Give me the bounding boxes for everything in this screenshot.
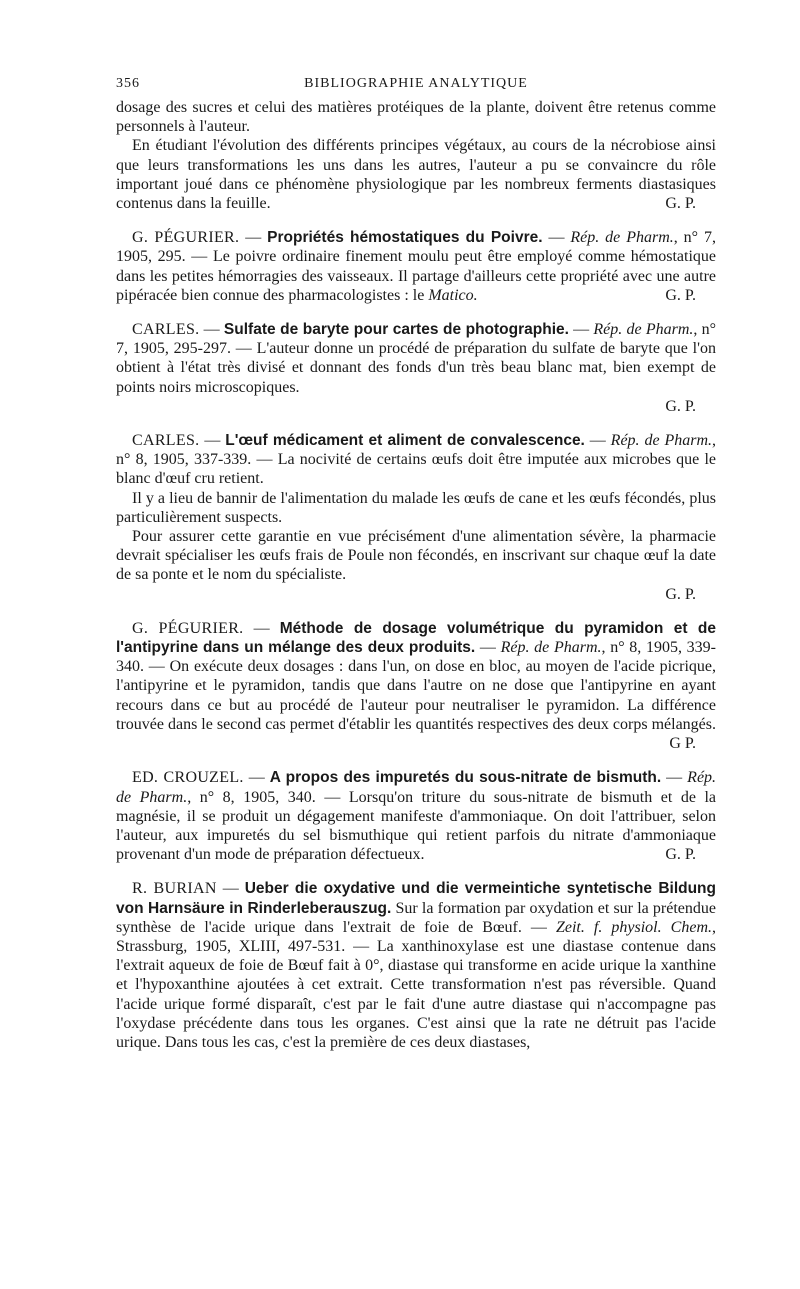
entry-reference: , n° 8, 1905, 337-339. (116, 432, 716, 469)
entry-pegurier-pyramidon: G. PÉGURIER. — Méthode de dosage volumétrique du pyramidon et de l'antipyrine dans un mélange des deux produits. — Rép. de Pharm., n° 8, 1905, 339-340. — On exécute deux dosages : dans l'un, on dose en bloc, au moyen de l'acide picrique, l'antipyrine et le pyramidon, tandis que dans l'autre on ne dose que l'antipyrine en ayant recours dans ce but au procédé de l'auteur pour neutraliser le pyramidon. La différence trouvée dans le second cas permet d'établir les quantités respectives des deux corps mélangés. G P. (116, 619, 717, 753)
entry-journal: Zeit. f. physiol. Chem. (555, 918, 713, 936)
entry-body: La xanthinoxylase est une diastase contenue dans l'extrait aqueux de foie de Bœuf fait à 0°, diastase qui transforme en acide urique la xanthine et l'hypoxanthine ajoutées à cet extrait. Cette transformation n'est pas réversible. Quand l'acide urique formé disparaît, c'est par le fait d'une autre diastase qui n'accompagne pas l'oxydase précédente dans tous les organes. C'est ainsi que la rate ne détruit pas l'acide urique. Dans tous les cas, c'est la première de ces deux diastases, (116, 937, 717, 1051)
entry-author: G. PÉGURIER. (132, 229, 240, 247)
entry-pegurier-poivre: G. PÉGURIER. — Propriétés hémostatiques du Poivre. — Rép. de Pharm., n° 7, 1905, 295. — Le poivre ordinaire finement moulu peut être employé comme hémostatique dans les petites hémorragies des vaisseaux. Il partage d'ailleurs cette propriété avec une autre pipéracée bien connue des pharmacologistes : le Matico. G. P. (116, 229, 717, 304)
entry-reference: , n° 8, 1905, 340. (187, 788, 316, 806)
signature: G. P. (665, 195, 696, 213)
entry-carles-baryte: CARLES. — Sulfate de baryte pour cartes de photographie. — Rép. de Pharm., n° 7, 1905, 295-297. — L'auteur donne un procédé de préparation du sulfate de baryte que l'on obtient à l'état très divisé et donnant des fonds d'un très beau blanc mat, bien exempt de points noirs microscopiques. G. P. (116, 321, 717, 415)
entry-paragraph: Pour assurer cette garantie en vue précisément d'une alimentation sévère, la pharmacie devrait spécialiser les œufs frais de Poule non fécondés, en inscrivant sur chaque œuf la date de sa ponte et le nom du spécialiste. (116, 528, 716, 584)
intro-paragraph-2: En étudiant l'évolution des différents principes végétaux, au cours de la nécrobiose ainsi que leurs transformations les uns dans les autres, l'auteur a pu se convaincre du rôle important joué dans ce phénomène physiologique par les nombreux ferments diastasiques contenus dans la feuille. G. P. (116, 137, 716, 213)
entry-body: L'auteur donne un procédé de préparation du sulfate de baryte que l'on obtient à l'état très divisé et donnant des fonds d'un très beau blanc mat, bien exempt de points noirs microscopiques. (116, 340, 716, 396)
signature: G. P. (665, 286, 696, 304)
entry-reference: , n° 7, 1905, 295-297. (116, 321, 717, 358)
entry-body: La nocivité de certains œufs doit être imputée aux microbes que le blanc d'œuf cru retient. (116, 451, 716, 488)
entry-journal: Rép. de Pharm. (610, 432, 712, 450)
entry-paragraph: Il y a lieu de bannir de l'alimentation du malade les œufs de cane et les œufs fécondés, plus particulièrement suspects. (116, 489, 716, 526)
entry-journal: Rép. de Pharm. (570, 229, 674, 247)
signature: G. P. (665, 585, 696, 603)
entry-italic-term: Matico. (428, 286, 478, 304)
entry-journal: Rép. de Pharm. (116, 769, 717, 806)
entry-translation: Sur la formation par oxydation et sur la prétendue synthèse de l'acide urique dans l'extrait de foie de Bœuf. — (116, 899, 717, 936)
entry-author: CARLES. (132, 321, 200, 339)
entry-author: R. BURIAN (132, 880, 217, 898)
entry-reference: , n° 7, 1905, 295. (116, 229, 716, 266)
entry-author: G. PÉGURIER. (132, 619, 244, 637)
entry-author: CARLES. (132, 432, 200, 450)
page (116, 72, 716, 1052)
entry-burian-harnsaure: R. BURIAN — Ueber die oxydative und die vermeintiche syntetische Bildung von Harnsäure in Rinderleberauszug. Sur la formation par oxydation et sur la prétendue synthèse de l'acide urique dans l'extrait de foie de Bœuf. — Zeit. f. physiol. Chem., Strassburg, 1905, XLIII, 497-531. — La xanthinoxylase est une diastase contenue dans l'extrait aqueux de foie de Bœuf fait à 0°, diastase qui transforme en acide urique la xanthine et l'hypoxanthine ajoutées à cet extrait. Cette transformation n'est pas réversible. Quand l'acide urique formé disparaît, c'est par le fait d'une autre diastase qui n'accompagne pas l'oxydase précédente dans tous les organes. C'est ainsi que la rate ne détruit pas l'acide urique. Dans tous les cas, c'est la première de ces deux diastases, (116, 880, 717, 1051)
running-title: BIBLIOGRAPHIE ANALYTIQUE (304, 76, 528, 91)
entry-journal: Rép. de Pharm. (593, 321, 694, 339)
entry-body: Le poivre ordinaire finement moulu peut être employé comme hémostatique dans les petites hémorragies des vaisseaux. Il partage d'ailleurs cette propriété avec une autre pipéracée bien connue des pharmacologistes : le (116, 248, 717, 304)
entry-crouzel-bismuth: ED. CROUZEL. — A propos des impuretés du sous-nitrate de bismuth. — Rép. de Pharm., n° 8, 1905, 340. — Lorsqu'on triture du sous-nitrate de bismuth et de la magnésie, il se produit un dégagement manifeste d'ammoniaque. On doit l'attribuer, selon l'auteur, aux impuretés du sel bismuthique qui retient parfois du nitrate d'ammoniaque provenant d'un mode de préparation défectueux. G. P. (116, 769, 717, 864)
entry-title: A propos des impuretés du sous-nitrate de bismuth. (269, 769, 662, 787)
entry-reference: , n° 8, 1905, 339-340. (116, 639, 717, 676)
entry-body: Lorsqu'on triture du sous-nitrate de bismuth et de la magnésie, il se produit un dégagement manifeste d'ammoniaque. On doit l'attribuer, selon l'auteur, aux impuretés du sel bismuthique qui retient parfois du nitrate d'ammoniaque provenant d'un mode de préparation défectueux. (116, 788, 717, 864)
entry-reference: , Strassburg, 1905, XLIII, 497-531. (116, 918, 717, 955)
signature: G P. (669, 735, 696, 753)
entry-title: Sulfate de baryte pour cartes de photographie. (223, 321, 569, 339)
entry-title: L'œuf médicament et aliment de convalescence. (225, 432, 585, 450)
article-text (116, 98, 716, 1052)
entry-title: Propriétés hémostatiques du Poivre. (267, 229, 543, 247)
entry-title: Méthode de dosage volumétrique du pyramidon et de l'antipyrine dans un mélange des deux produits. (116, 619, 717, 657)
entry-author: ED. CROUZEL. (132, 769, 244, 787)
entry-journal: Rép. de Pharm. (500, 639, 602, 657)
signature: G. P. (665, 846, 696, 864)
page-number: 356 (116, 76, 140, 91)
running-header (116, 72, 716, 98)
entry-title: Ueber die oxydative und die vermeintiche syntetische Bildung von Harnsäure in Rinderleberauszug. (116, 880, 716, 917)
entry-carles-oeuf: CARLES. — L'œuf médicament et aliment de convalescence. — Rép. de Pharm., n° 8, 1905, 337-339. — La nocivité de certains œufs doit être imputée aux microbes que le blanc d'œuf cru retient. Il y a lieu de bannir de l'alimentation du malade les œufs de cane et les œufs fécondés, plus particulièrement suspects. Pour assurer cette garantie en vue précisément d'une alimentation sévère, la pharmacie devrait spécialiser les œufs frais de Poule non fécondés, en inscrivant sur chaque œuf la date de sa ponte et le nom du spécialiste. G. P. (116, 432, 716, 603)
intro-paragraph: dosage des sucres et celui des matières protéiques de la plante, doivent être retenus comme personnels à l'auteur. (116, 99, 716, 136)
signature: G. P. (665, 397, 696, 415)
entry-body: On exécute deux dosages : dans l'un, on dose en bloc, au moyen de l'acide picrique, l'antipyrine et le pyramidon, tandis que dans l'autre on ne dose que l'antipyrine en ayant recours dans ce but au procédé de l'auteur pour neutraliser le pyramidon. La différence trouvée dans le second cas permet d'établir les quantités respectives des deux corps mélangés. (116, 658, 717, 733)
